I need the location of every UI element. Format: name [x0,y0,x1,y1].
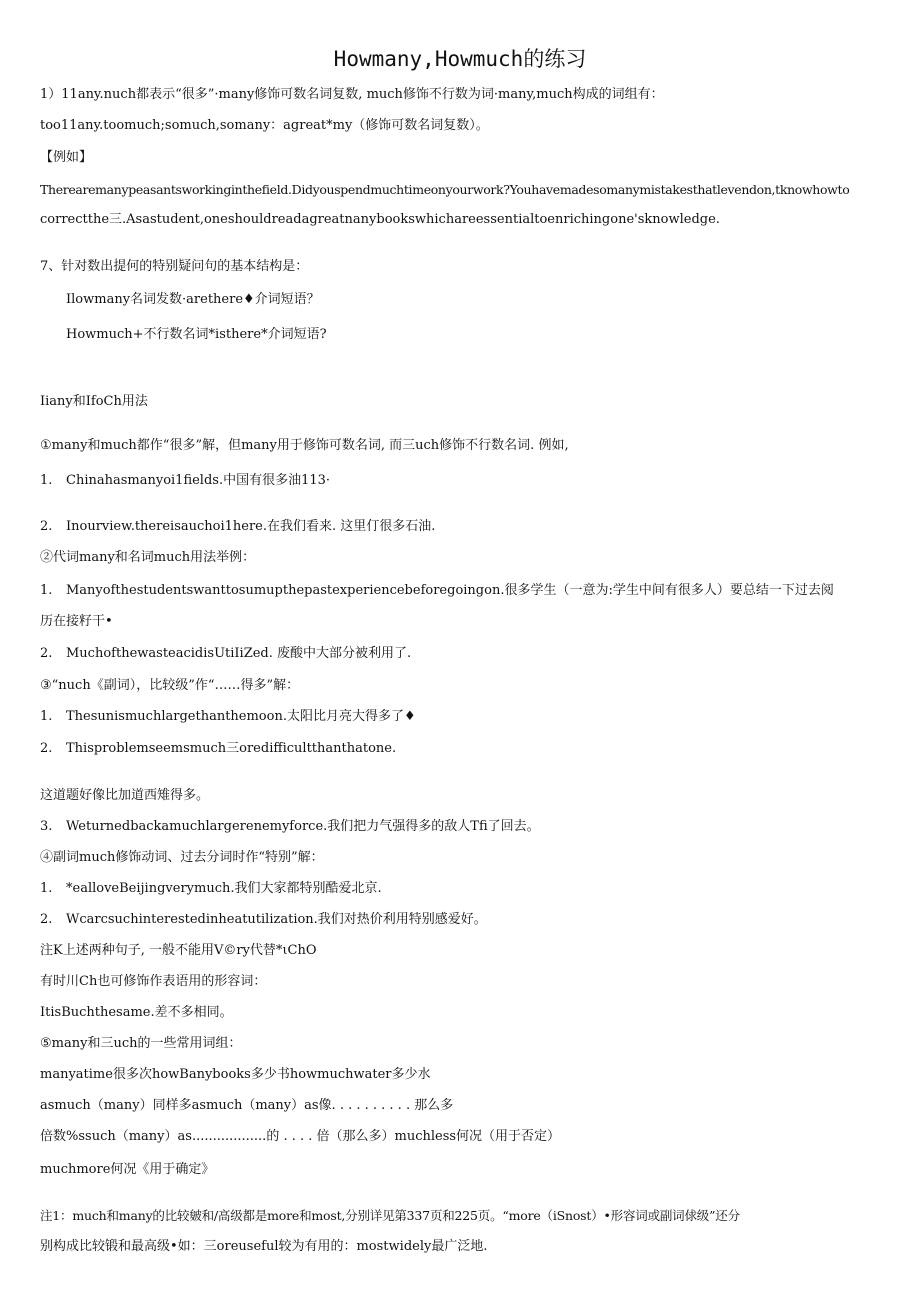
list-item-text: Manyofthestudentswanttosumupthepastexperiencebeforegoingon.很多学生（一意为:学生中间有很多人）要总结一下过去阅 [66,583,834,598]
list-item-text: Wcarcsuchinterestedinheatutilization.我们对热价利用特别感爱好。 [66,912,487,927]
phrase-line: asmuch（many）同样多asmuch（many）as像. . . . . . . . . . 那么多 [40,1098,454,1113]
list-item [40,645,411,663]
example-line2: correctthe三.Asastudent,oneshouldreadagreatnanybookswhichareessentialtoenrichingone'sknowledge. [40,212,720,227]
list-item-number: 1. [40,473,53,488]
list-item [40,472,330,490]
list-item-text: *ealloveBeijingverymuch.我们大家都特别酷爱北京. [66,881,382,896]
note1-line2: 别构成比较锻和最高级•如：三oreuseful较为有用的：mostwidely最广泛地. [40,1239,488,1254]
sometimes-line: 有时川Ch也可修饰作表语用的形容词： [40,974,267,989]
list-item [40,518,435,536]
list-item-number: 2. [40,741,53,756]
usage-p4-heading: ④副词much修饰动词、过去分词时作“特别”解： [40,850,324,865]
section7-pattern1: Ilowmany名词发数·arethere♦介词短语？ [66,292,320,307]
list-item-number: 2. [40,646,53,661]
phrase-line: muchmore何况《用于确定》 [40,1162,215,1177]
usage-heading: Iiany和IfoCh用法 [40,394,148,409]
phrase-line: 倍数%ssuch（many）as..................的 . . . . 倍（那么多）muchless何况（用于否定） [40,1129,561,1144]
usage-p1-heading: ①many和much都作“很多”解，但many用于修饰可数名词, 而三uch修饰不行数名词. 例如, [40,438,569,453]
usage-p3-heading: ③“nuch《副词），比较级”作“……得多”解： [40,678,300,693]
note-k: 注K上述两种句子, 一般不能用V©ry代替*ιChO [40,943,317,958]
list-item-number: 2. [40,912,53,927]
usage-p5-heading: ⑤many和三uch的一些常用词组： [40,1036,242,1051]
list-item-text: MuchofthewasteacidisUtiIiZed. 废酸中大部分被利用了. [66,646,412,661]
list-item [40,582,834,600]
example-line1: Therearemanypeasantsworkinginthefield.Didyouspendmuchtimeonyourwork?Youhavemadesomanymistakesthatlevendon,tknowhowto [40,182,850,197]
list-item [40,740,396,758]
list-item-text: Weturnedbackamuchlargerenemyforce.我们把力气强得多的敌人Tfi了回去。 [66,819,540,834]
section1-line1: 1）11any.nuch都表示“很多”·many修饰可数名词复数, much修饰不行数为词·many,much构成的词组有： [40,87,664,102]
section7-pattern2: Howmuch+不行数名词*isthere*介词短语? [66,327,327,342]
usage-p2-heading: ②代词many和名词much用法举例： [40,550,256,565]
list-item [40,818,540,836]
example-heading: 【例如】 [40,150,93,165]
list-item-text: Inourview.thereisauchoi1here.在我们看来. 这里仃很多石油. [66,519,436,534]
list-item-number: 1. [40,881,53,896]
page-title: Howmany,Howmuch的练习 [333,47,587,71]
note1-line1: 注1：much和many的比较皴和/高级都是more和most,分别详见第337页和225页。“more（iSnost）•形容词或副词俅级”还分 [40,1208,740,1223]
list-item-continuation: 历在接籽干• [40,614,113,629]
sometimes-example: ItisBuchthesame.差不多相同。 [40,1005,233,1020]
list-item-number: 2. [40,519,53,534]
section7-heading: 7、针对数出提何的特别疑问句的基本结构是： [40,259,309,274]
list-item-text: Thisproblemseemsmuch三oredifficultthanthatone. [66,741,397,756]
phrase-line: manyatime很多次howBanybooks多少书howmuchwater多少水 [40,1067,431,1082]
list-item [40,911,487,929]
list-item [40,708,416,726]
list-item-number: 1. [40,583,53,598]
list-item-number: 3. [40,819,53,834]
section1-line2: too11any.toomuch;somuch,somany：agreat*my（修饰可数名词复数）。 [40,118,489,133]
list-item [40,880,382,898]
translation-line: 这道题好像比加道西雉得多。 [40,788,210,803]
list-item-text: Chinahasmanyoi1fields.中国有很多油113· [66,473,331,488]
list-item-number: 1. [40,709,53,724]
list-item-text: Thesunismuchlargethanthemoon.太阳比月亮大得多了♦ [66,709,416,724]
